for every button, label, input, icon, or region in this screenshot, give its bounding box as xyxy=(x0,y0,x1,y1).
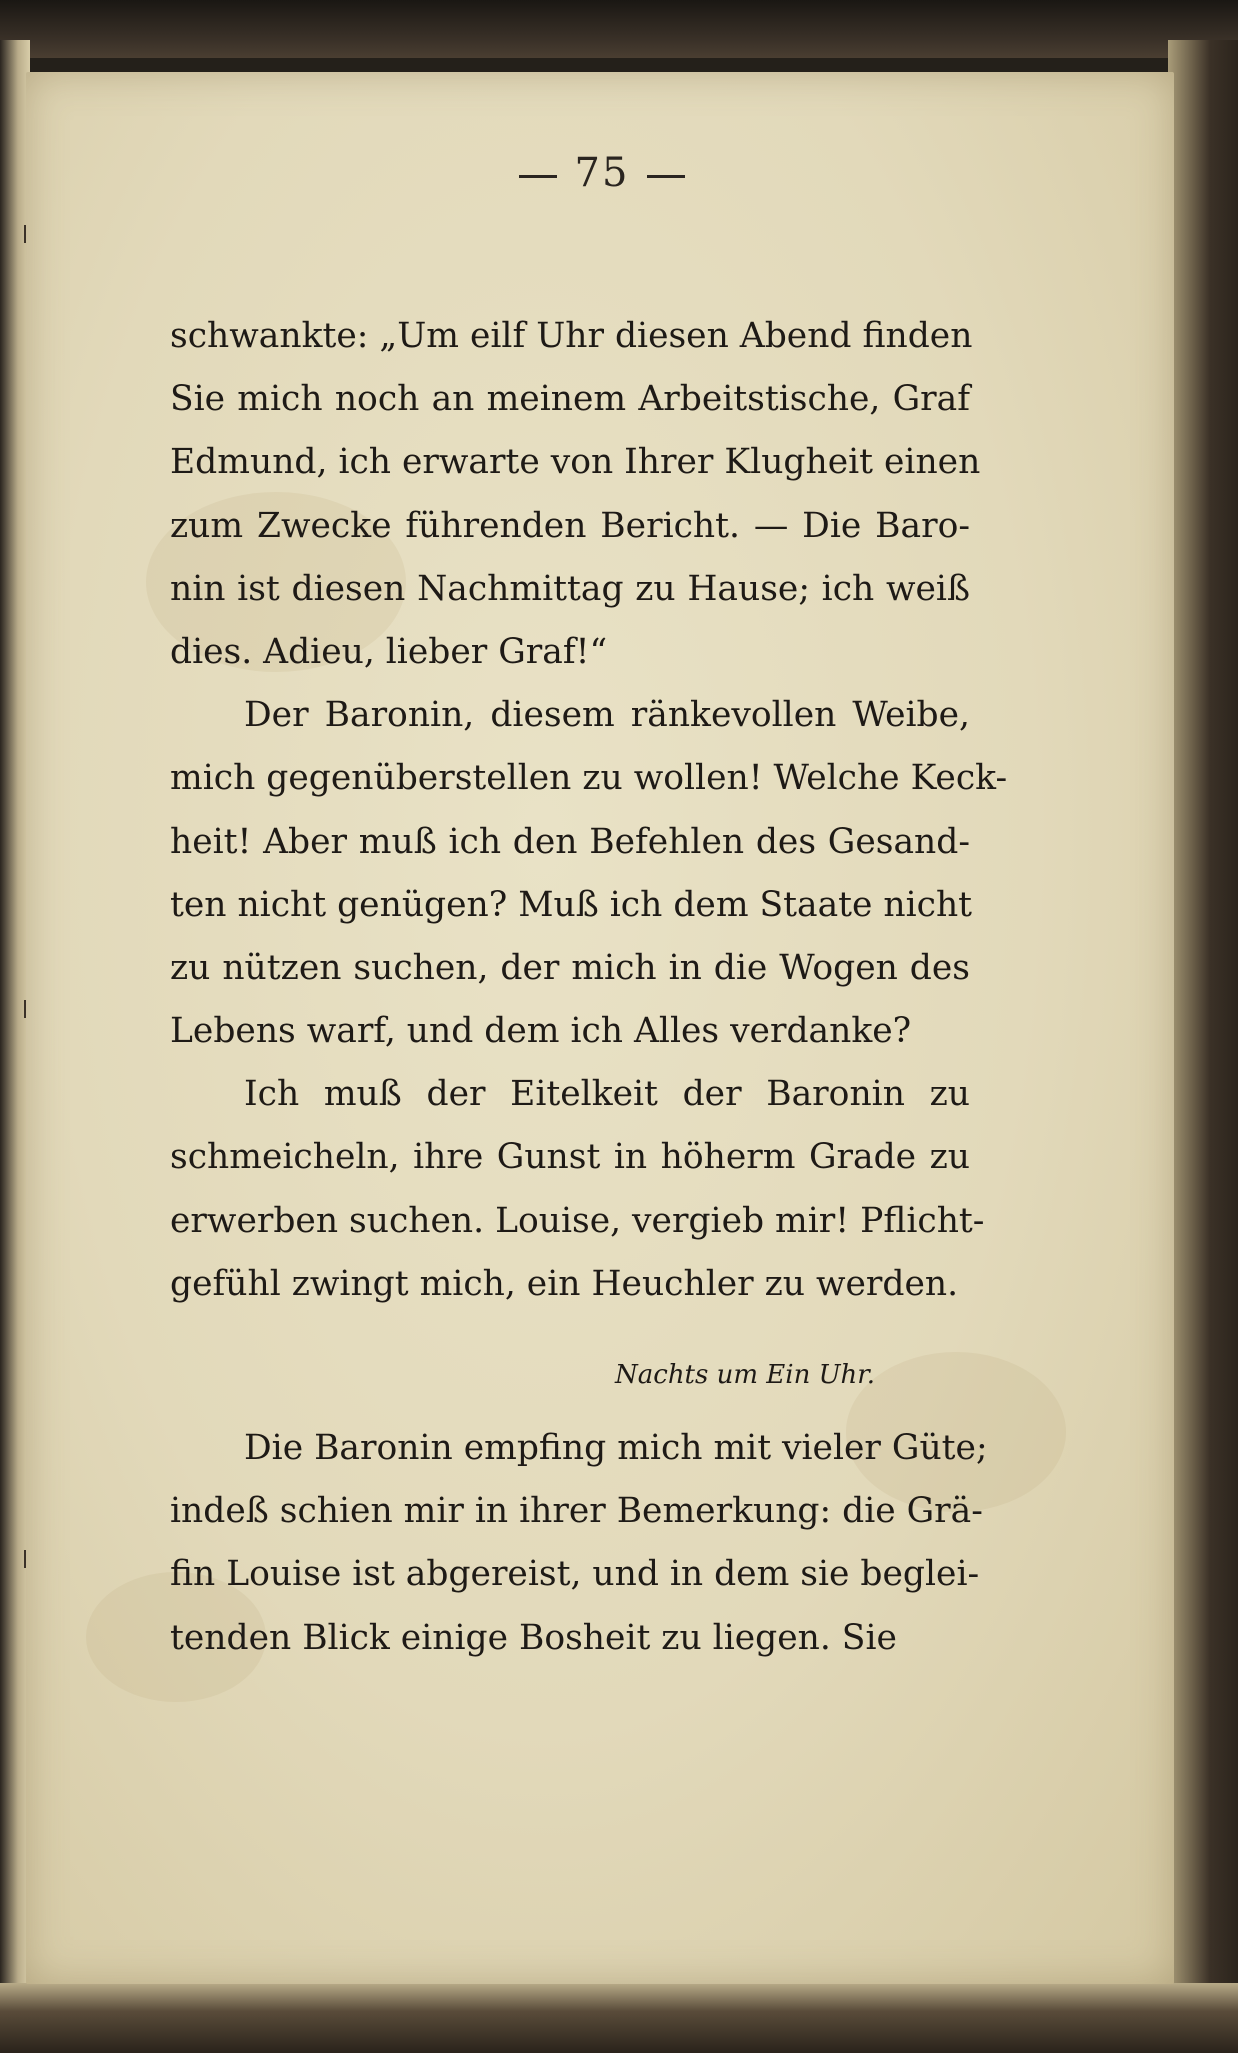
text-line: Lebens warf, und dem ich Alles verdanke? xyxy=(170,1011,912,1052)
text-line: ten nicht genügen? Muß ich dem Staate nicht xyxy=(170,884,973,925)
text-line: Sie mich noch an meinem Arbeitstische, Graf xyxy=(170,379,970,420)
text-line: indeß schien mir in ihrer Bemerkung: die Grä- xyxy=(170,1491,983,1532)
text-line: mich gegenüberstellen zu wollen! Welche Keck- xyxy=(170,758,1008,799)
text-line: tenden Blick einige Bosheit zu liegen. Sie xyxy=(170,1617,897,1658)
book-top-edge xyxy=(0,0,1238,58)
paragraph xyxy=(170,1063,985,1316)
text-line: nin ist diesen Nachmittag zu Hause; ich weiß xyxy=(170,568,970,609)
text-line: schmeicheln, ihre Gunst in höherm Grade zu xyxy=(170,1137,970,1178)
page-number xyxy=(452,150,752,196)
text-line: zu nützen suchen, der mich in die Wogen des xyxy=(170,947,970,988)
text-line: Der Baronin, diesem ränkevollen Weibe, xyxy=(244,695,970,736)
time-note: Nachts um Ein Uhr. xyxy=(615,1360,876,1390)
text-line: fin Louise ist abgereist, und in dem sie beglei- xyxy=(170,1554,980,1595)
page-number-text: 75 xyxy=(574,150,630,196)
text-line: erwerben suchen. Louise, vergieb mir! Pflicht- xyxy=(170,1200,985,1241)
paragraph xyxy=(170,1417,988,1670)
text-line: gefühl zwingt mich, ein Heuchler zu werden. xyxy=(170,1263,959,1304)
paragraph xyxy=(170,684,1008,1063)
text-line: Die Baronin empfing mich mit vieler Güte; xyxy=(244,1428,988,1468)
text-line: heit! Aber muß ich den Befehlen des Gesand- xyxy=(170,821,970,862)
body-text-continued xyxy=(170,1417,988,1670)
book-right-edge xyxy=(1168,40,1238,2000)
book-bottom-edge xyxy=(0,1983,1238,2053)
text-line: Edmund, ich erwarte von Ihrer Klugheit einen xyxy=(170,442,981,483)
text-line: schwankte: „Um eilf Uhr diesen Abend finden xyxy=(170,316,973,356)
text-line: dies. Adieu, lieber Graf!“ xyxy=(170,631,608,672)
paragraph xyxy=(170,305,981,684)
body-text xyxy=(170,305,1008,1316)
ornament-dash xyxy=(647,175,685,178)
ornament-dash xyxy=(519,175,557,178)
text-line: zum Zwecke führenden Bericht. — Die Baro- xyxy=(170,505,970,546)
text-line: Ich muß der Eitelkeit der Baronin zu xyxy=(244,1074,970,1115)
